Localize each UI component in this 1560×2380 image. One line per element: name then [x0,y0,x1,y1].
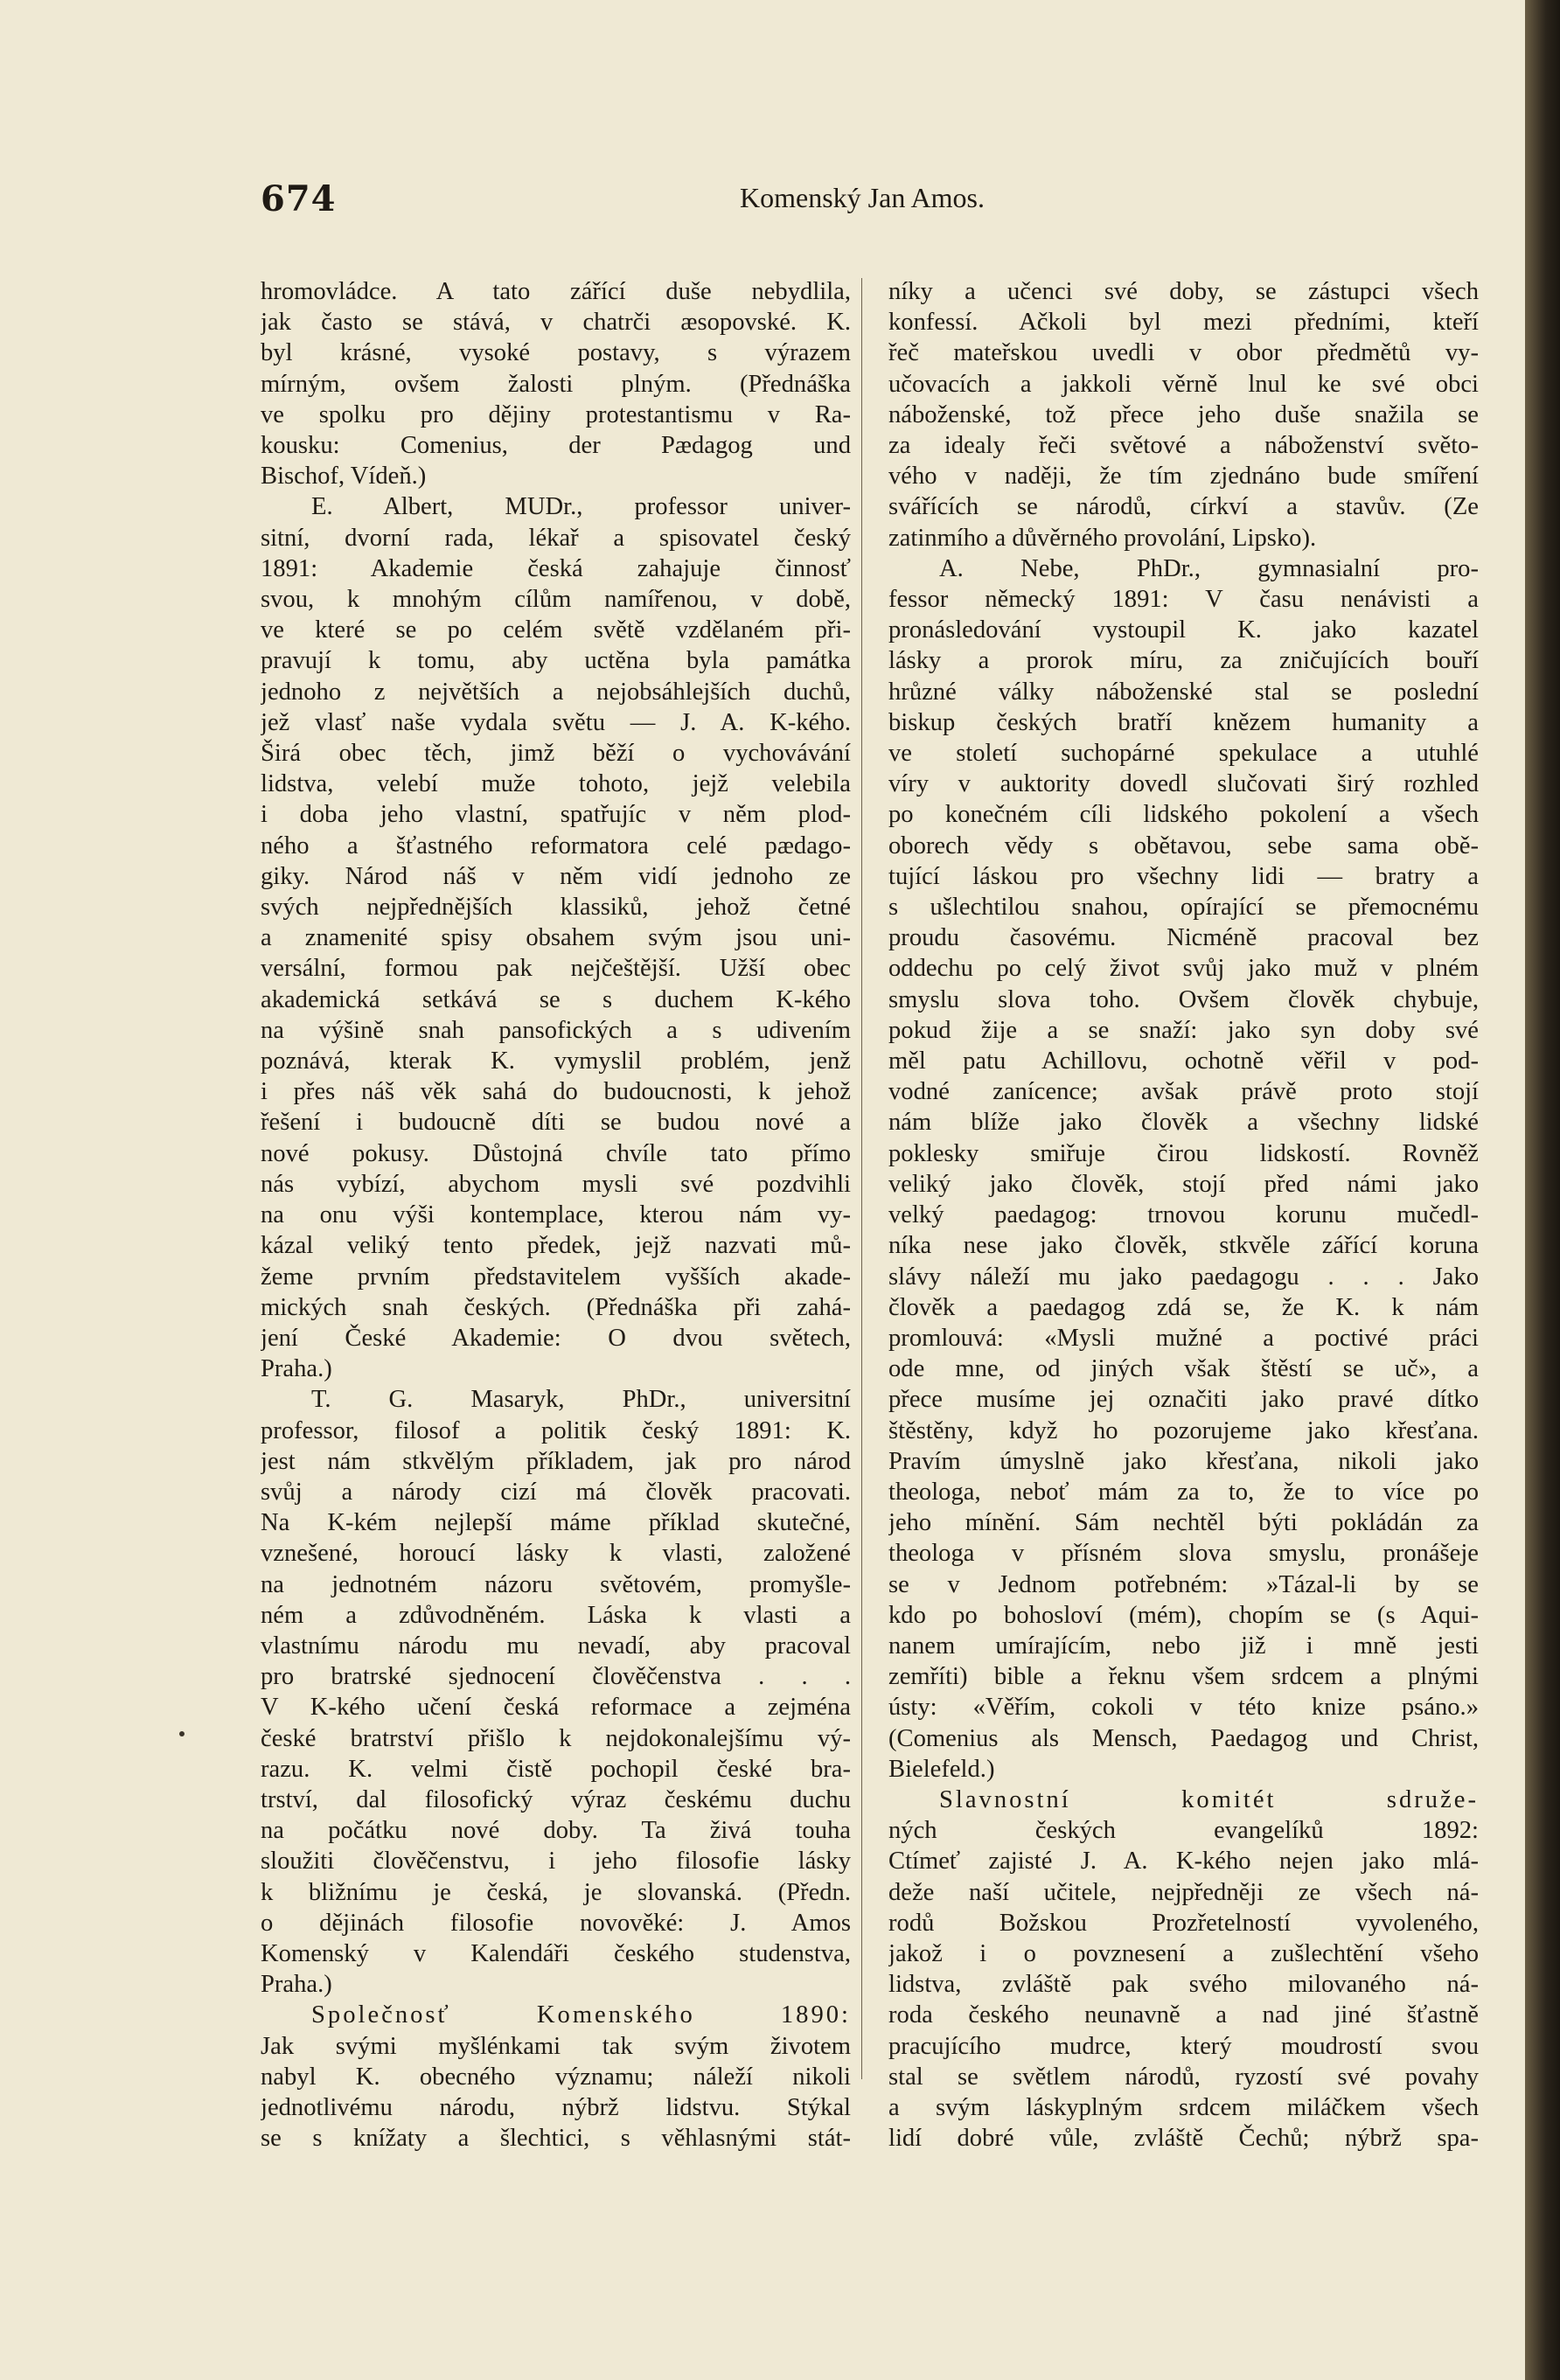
text-line: oddechu po celý život svůj jako muž v plném [888,955,1479,983]
text-line: T. G. Masaryk, PhDr., universitní [311,1386,851,1414]
text-line: na výšině snah pansofických a s udivením [261,1016,851,1044]
text-line: fessor německý 1891: V času nenávisti a [888,586,1479,614]
text-line: Komenský v Kalendáři českého studenstva, [261,1939,851,1967]
text-line: ode mne, od jiných však štěstí se uč», a [888,1355,1479,1383]
text-line: sloužiti člověčenstvu, i jeho filosofie lásky [261,1848,851,1875]
text-line: Praha.) [261,1355,332,1383]
text-line: jednotlivému národu, nýbrž lidstvu. Stýkal [261,2093,851,2121]
text-line: konfessí. Ačkoli byl mezi předními, kteří [888,309,1479,337]
text-line: rodů Božskou Prozřetelností vyvoleného, [888,1909,1479,1937]
text-line: se s knížaty a šlechtici, s věhlasnými stát- [261,2125,851,2153]
text-line: ve spolku pro dějiny protestantismu v Ra- [261,400,851,428]
text-line: giky. Národ náš v něm vidí jednoho ze [261,862,851,890]
text-line: stal se světlem národů, ryzostí své povahy [888,2063,1479,2091]
text-line: (Comenius als Mensch, Paedagog und Christ, [888,1724,1479,1752]
text-line: nám blíže jako člověk a všechny lidské [888,1109,1479,1137]
page-header [261,178,1464,224]
text-line: pravují k tomu, aby uctěna byla památka [261,647,851,675]
text-line: svou, k mnohým cílům namířenou, v době, [261,586,851,614]
text-line: ve které se po celém světě vzdělaném při- [261,616,851,644]
text-line: na počátku nové doby. Ta živá touha [261,1817,851,1845]
text-line: přece musíme jej označiti jako pravé dítko [888,1386,1479,1414]
text-line: byl krásné, vysoké postavy, s výrazem [261,339,851,367]
text-line: Širá obec těch, jimž běží o vychovávání [261,740,851,768]
text-line: lidí dobré vůle, zvláště Čechů; nýbrž spa- [888,2125,1479,2153]
text-line: nás vybízí, abychom mysli své pozdvihli [261,1170,851,1198]
text-line: s ušlechtilou snahou, opírající se přemocnému [888,894,1479,922]
page-number: 674 [261,178,337,219]
text-line: ných českých evangelíků 1892: [888,1817,1479,1845]
right-column [888,276,1479,2154]
text-line: trství, dal filosofický výraz českému duchu [261,1785,851,1813]
text-line: theologa, neboť mám za to, že to více po [888,1478,1479,1506]
text-line: níky a učenci své doby, se zástupci všech [888,278,1479,305]
text-line: poznává, kterak K. vymyslil problém, jenž [261,1047,851,1075]
text-line: po konečném cíli lidského pokolení a všech [888,801,1479,829]
text-line: oborech vědy s obětavou, sebe sama obě- [888,832,1479,859]
text-line: svůj a národy cizí má člověk pracovati. [261,1478,851,1506]
text-line: jest nám stkvělým příkladem, jak pro národ [261,1447,851,1475]
text-line: jeho mínění. Sám nechtěl býti pokládán za [888,1509,1479,1537]
text-line: ném a zdůvodněném. Láska k vlasti a [261,1601,851,1629]
text-line: Praha.) [261,1971,332,1999]
text-line: vého v naději, že tím zjednáno bude smíření [888,463,1479,491]
text-line: níka nese jako člověk, stkvěle zářící koruna [888,1232,1479,1260]
text-line: sitní, dvorní rada, lékař a spisovatel český [261,524,851,552]
margin-dot [179,1731,185,1736]
text-line: člověk a paedagog zdá se, že K. k nám [888,1293,1479,1321]
left-column [261,276,851,2154]
text-line: Společnosť Komenského 1890: [311,2001,851,2029]
text-line: smyslu slova toho. Ovšem člověk chybuje, [888,985,1479,1013]
text-line: svářících se národů, církví a stavův. (Ze [888,493,1479,521]
text-line: Jak svými myšlénkami tak svým životem [261,2032,851,2060]
text-line: žeme prvním představitelem vyšších akade- [261,1263,851,1291]
text-line: roda českého neunavně a nad jiné šťastně [888,2001,1479,2029]
text-line: tující láskou pro všechny lidi — bratry a [888,862,1479,890]
text-line: mických snah českých. (Přednáška při zahá- [261,1293,851,1321]
text-line: Ctímeť zajisté J. A. K-kého nejen jako mlá- [888,1848,1479,1875]
text-line: ústy: «Věřím, cokoli v této knize psáno.» [888,1694,1479,1722]
text-line: řeč mateřskou uvedli v obor předmětů vy- [888,339,1479,367]
text-line: na jednotném názoru světovém, promyšle- [261,1570,851,1598]
text-line: jak často se stává, v chatrči æsopovské. K. [261,309,851,337]
text-line: za idealy řeči světové a náboženství světo- [888,432,1479,460]
text-line: biskup českých bratří knězem humanity a [888,708,1479,736]
text-line: štěstěny, když ho pozorujeme jako křesťana. [888,1416,1479,1444]
text-line: se v Jednom potřebném: »Tázal-li by se [888,1570,1479,1598]
text-line: lidstva, velebí muže tohoto, jejž velebila [261,770,851,798]
text-line: mírným, ovšem žalosti plným. (Přednáška [261,370,851,398]
text-line: lásky a prorok míru, za zničujících bouří [888,647,1479,675]
text-line: zemříti) bible a řeknu všem srdcem a plnými [888,1663,1479,1691]
text-line: professor, filosof a politik český 1891: K. [261,1416,851,1444]
text-line: řešení i budoucně díti se budou nové a [261,1109,851,1137]
text-line: Slavnostní komitét sdruže- [939,1785,1479,1813]
text-line: V K-kého učení česká reformace a zejména [261,1694,851,1722]
text-line: hromovládce. A tato zářící duše nebydlila, [261,278,851,305]
text-line: víry v auktority dovedl slučovati širý rozhled [888,770,1479,798]
text-line: hrůzné války náboženské stal se poslední [888,678,1479,706]
text-line: poklesky smiřuje čirou lidskostí. Rovněž [888,1139,1479,1167]
text-line: Na K-kém nejlepší máme příklad skutečné, [261,1509,851,1537]
text-line: náboženské, tož přece jeho duše snažila se [888,400,1479,428]
text-line: vodné zanícence; avšak právě proto stojí [888,1078,1479,1106]
text-line: k bližnímu je česká, je slovanská. (Předn. [261,1878,851,1906]
text-line: ve století suchopárné spekulace a utuhlé [888,740,1479,768]
text-line: versální, formou pak nejčeštější. Užší obec [261,955,851,983]
text-line: Pravím úmyslně jako křesťana, nikoli jako [888,1447,1479,1475]
text-line: o dějinách filosofie novověké: J. Amos [261,1909,851,1937]
text-line: pokud žije a se snaží: jako syn doby své [888,1016,1479,1044]
text-line: veliký jako člověk, stojí před námi jako [888,1170,1479,1198]
text-line: a svým láskyplným srdcem miláčkem všech [888,2093,1479,2121]
running-title: Komenský Jan Amos. [740,182,985,213]
text-line: pracujícího mudrce, který moudrostí svou [888,2032,1479,2060]
page-edge-shadow [1525,0,1560,2380]
text-line: pronásledování vystoupil K. jako kazatel [888,616,1479,644]
text-line: nabyl K. obecného významu; náleží nikoli [261,2063,851,2091]
text-line: jednoho z největších a nejobsáhlejších duchů, [261,678,851,706]
text-line: jež vlasť naše vydala světu — J. A. K-kého. [261,708,851,736]
text-line: Bielefeld.) [888,1755,995,1783]
text-line: vznešené, horoucí lásky k vlasti, založené [261,1540,851,1568]
text-line: pro bratrské sjednocení člověčenstva . . . [261,1663,851,1691]
text-line: akademická setkává se s duchem K-kého [261,985,851,1013]
text-line: jení České Akademie: O dvou světech, [261,1324,851,1352]
text-line: lidstva, zvláště pak svého milovaného ná- [888,1971,1479,1999]
text-line: theologa v přísném slova smyslu, pronášeje [888,1540,1479,1568]
text-line: jakož i o povznesení a zušlechtění všeho [888,1939,1479,1967]
text-line: kdo po bohosloví (mém), chopím se (s Aqui- [888,1601,1479,1629]
text-line: slávy náleží mu jako paedagogu . . . Jako [888,1263,1479,1291]
text-line: vlastnímu národu mu nevadí, aby pracoval [261,1632,851,1660]
text-line: měl patu Achillovu, ochotně věřil v pod- [888,1047,1479,1075]
text-line: deže naší učitele, nejpředněji ze všech ná- [888,1878,1479,1906]
text-line: na onu výši kontemplace, kterou nám vy- [261,1201,851,1229]
text-line: svých nejpřednějších klassiků, jehož četné [261,894,851,922]
text-line: promlouvá: «Mysli mužné a poctivé práci [888,1324,1479,1352]
text-line: české bratrství přišlo k nejdokonalejšímu vý- [261,1724,851,1752]
text-line: kousku: Comenius, der Pædagog und [261,432,851,460]
text-line: i přes náš věk sahá do budoucnosti, k jehož [261,1078,851,1106]
text-line: nové pokusy. Důstojná chvíle tato přímo [261,1139,851,1167]
text-line: 1891: Akademie česká zahajuje činnosť [261,554,851,582]
text-line: E. Albert, MUDr., professor univer- [311,493,851,521]
column-divider [861,278,862,2079]
text-line: zatinmího a důvěrného provolání, Lipsko). [888,524,1317,552]
text-line: učovacích a jakkoli věrně lnul ke své obci [888,370,1479,398]
text-line: razu. K. velmi čistě pochopil české bra- [261,1755,851,1783]
text-line: i doba jeho vlastní, spatřujíc v něm plod- [261,801,851,829]
text-line: a znamenité spisy obsahem svým jsou uni- [261,924,851,952]
text-line: kázal veliký tento předek, jejž nazvati mů- [261,1232,851,1260]
text-line: ného a šťastného reformatora celé pædago- [261,832,851,859]
text-line: Bischof, Vídeň.) [261,463,427,491]
text-line: A. Nebe, PhDr., gymnasialní pro- [939,554,1479,582]
text-line: nanem umírajícím, nebo již i mně jesti [888,1632,1479,1660]
text-line: velký paedagog: trnovou korunu mučedl- [888,1201,1479,1229]
text-line: proudu časovému. Nicméně pracoval bez [888,924,1479,952]
